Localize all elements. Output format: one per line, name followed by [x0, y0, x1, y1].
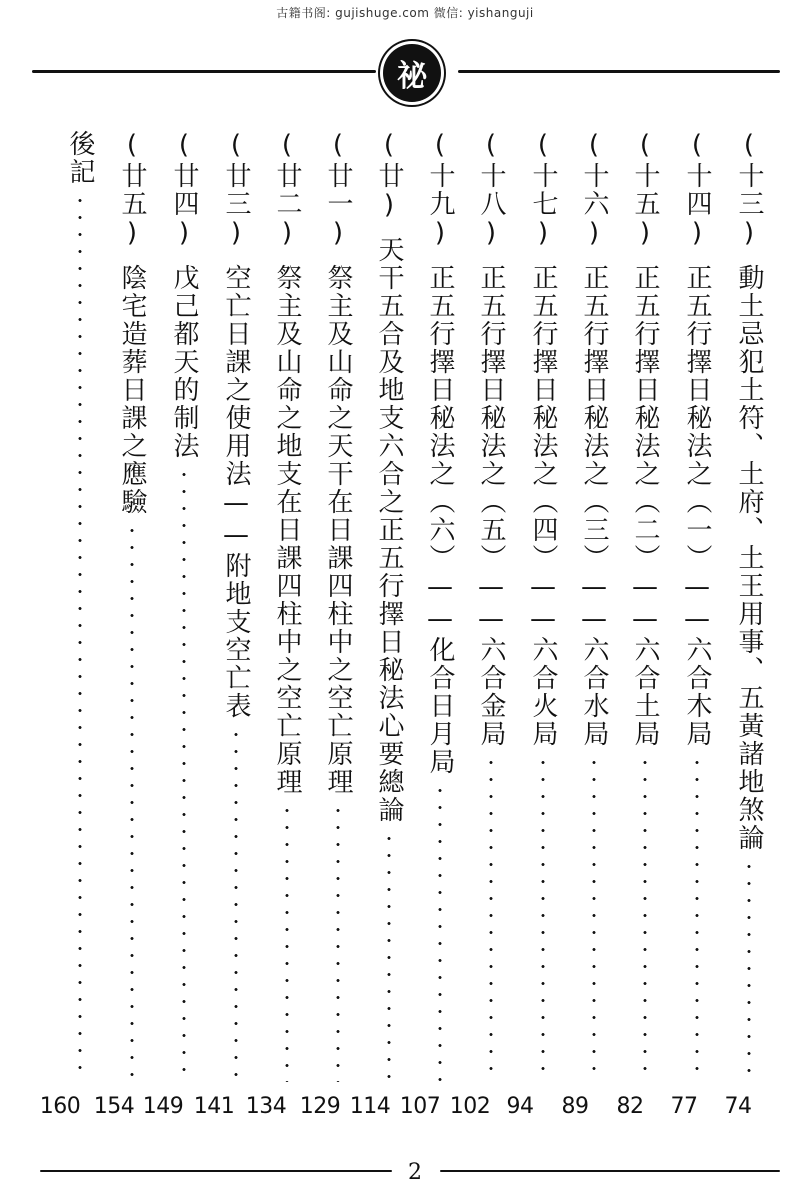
toc-entry[interactable] [369, 130, 409, 1090]
toc-entry-number: (十六) [579, 130, 609, 250]
leader-dots [78, 192, 82, 1082]
leader-dots [695, 754, 699, 1082]
toc-entry[interactable] [318, 130, 358, 1090]
toc-entry-title: 天干五合及地支六合之正五行擇日秘法心要總論 [374, 236, 404, 824]
leader-dots [130, 522, 134, 1082]
toc-entry-page: 114 [349, 1094, 391, 1119]
toc-entry-page: 154 [93, 1094, 135, 1119]
toc-entry-title: 正五行擇日秘法之（三）——六合水局 [579, 264, 609, 748]
toc-entry[interactable] [625, 130, 665, 1090]
toc-entry-title: 戊己都天的制法 [169, 264, 199, 460]
toc-entry-page: 89 [561, 1094, 589, 1119]
toc-entry-title: 正五行擇日秘法之（四）——六合火局 [528, 264, 558, 748]
toc-entry[interactable] [112, 130, 152, 1090]
toc-entry-page: 77 [670, 1094, 698, 1119]
toc-entry-number: (廿一) [323, 130, 353, 250]
leader-dots [489, 754, 493, 1082]
toc-entry-number: (十七) [528, 130, 558, 250]
leader-dots [285, 802, 289, 1082]
toc-entry-title: 正五行擇日秘法之（二）——六合土局 [630, 264, 660, 748]
toc-entry-title: 後記 [65, 130, 95, 186]
top-rule-left [32, 70, 376, 73]
toc-entry-number: (廿二) [272, 130, 302, 250]
bottom-rule-left [40, 1170, 392, 1172]
toc-entry[interactable] [420, 130, 460, 1090]
toc-entry-title: 祭主及山命之天干在日課四柱中之空亡原理 [323, 264, 353, 796]
toc-entry[interactable] [523, 130, 563, 1090]
toc-entry-number: (廿五) [117, 130, 147, 250]
toc-entry-page: 134 [245, 1094, 287, 1119]
toc-entry[interactable] [216, 130, 256, 1090]
toc-entry-number: (廿三) [221, 130, 251, 250]
toc-entry-title: 正五行擇日秘法之（一）——六合木局 [682, 264, 712, 748]
watermark-text: 古籍书阁: gujishuge.com 微信: yishanguji [276, 6, 534, 20]
leader-dots [592, 754, 596, 1082]
seal-char: 祕 [397, 59, 427, 94]
top-rule-right [458, 70, 780, 73]
leader-dots [234, 726, 238, 1082]
leader-dots [438, 782, 442, 1082]
toc-entry[interactable] [471, 130, 511, 1090]
leader-dots [541, 754, 545, 1082]
toc-entry-page: 82 [616, 1094, 644, 1119]
toc-entry-page: 102 [449, 1094, 491, 1119]
bottom-rule-right [440, 1170, 780, 1172]
seal-emblem [383, 44, 441, 102]
leader-dots [182, 466, 186, 1082]
toc-entry-page: 141 [193, 1094, 235, 1119]
toc-entry-page: 107 [399, 1094, 441, 1119]
leader-dots [387, 830, 391, 1082]
leader-dots [643, 754, 647, 1082]
leader-dots [747, 858, 751, 1082]
toc-entry-title: 空亡日課之使用法——附地支空亡表 [221, 264, 251, 720]
toc-entry-number: (十四) [682, 130, 712, 250]
toc-entry-number: (廿四) [169, 130, 199, 250]
toc-entry[interactable] [267, 130, 307, 1090]
leader-dots [336, 802, 340, 1082]
toc-entry-number: (十九) [425, 130, 455, 250]
page-folio: 2 [408, 1160, 422, 1185]
toc-entry-title: 祭主及山命之地支在日課四柱中之空亡原理 [272, 264, 302, 796]
toc-entry-number: (廿) [374, 130, 404, 222]
toc-entry-page: 74 [724, 1094, 752, 1119]
toc-entry-page: 160 [39, 1094, 81, 1119]
toc-entry[interactable] [574, 130, 614, 1090]
toc-entry[interactable] [729, 130, 769, 1090]
toc-entry-title: 陰宅造葬日課之應驗 [117, 264, 147, 516]
toc-entry[interactable] [164, 130, 204, 1090]
toc-entry-title: 正五行擇日秘法之（五）——六合金局 [476, 264, 506, 748]
toc-entry-title: 動土忌犯土符、土府、土王用事、五黃諸地煞論 [734, 264, 764, 852]
toc-entry-number: (十八) [476, 130, 506, 250]
toc-entry[interactable] [677, 130, 717, 1090]
toc-entry-title: 正五行擇日秘法之（六）——化合日月局 [425, 264, 455, 776]
toc-entry-page: 149 [142, 1094, 184, 1119]
toc-entry-number: (十三) [734, 130, 764, 250]
toc-entry-number: (十五) [630, 130, 660, 250]
toc-entry[interactable] [60, 130, 100, 1090]
toc-entry-page: 94 [506, 1094, 534, 1119]
toc-entry-page: 129 [299, 1094, 341, 1119]
